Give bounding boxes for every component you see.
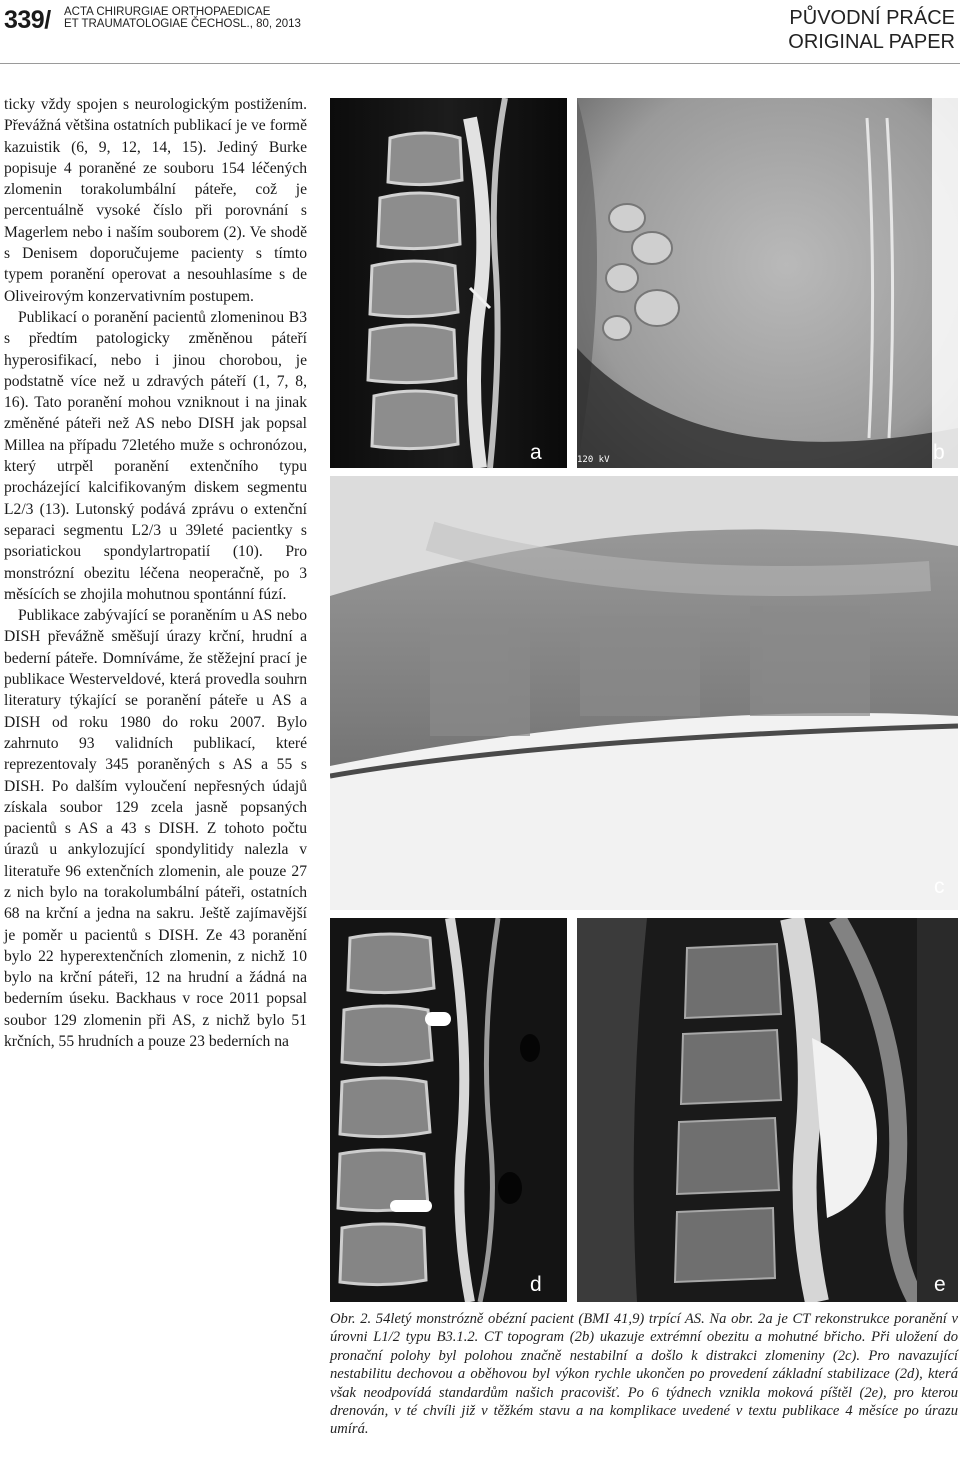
figure-panel-e (577, 918, 958, 1302)
header-rule (0, 63, 960, 64)
figure-panel-a (330, 98, 567, 468)
body-paragraph-2: Publikací o poranění pacientů zlomeninou B3 s předtím patologicky změněnou páteří hyperosifikací, nebo i jinou chorobou, je podstatně více než u zdravých páteří (1, 7, 8, 16). Tato poranění mohou vzniknout i na jinak změněné páteři než AS nebo DISH jak popsal Millea na případu 72letého muže s ochronózou, který utrpěl poranění extenčního typu procházející kalcifikovaným diskem segmentu L2/3 (13). Lutonský podává zprávu o extenční separaci segmentu L2/3 u 39leté pacientky s psoriatickou spondylartropatií (10). Pro monstrózní obezitu léčena neoperačně, po 3 měsících se zhojila mohutnou spontánní fúzí. (4, 308, 307, 603)
panel-label-a: a (530, 441, 542, 464)
body-paragraph-1: ticky vždy spojen s neurologickým postižením. Převážná většina ostatních publikací je ve formě kazuistik (6, 9, 12, 14, 15). Jediný Burke popisuje 4 poraněné ze souboru 154 léčených zlomenin torakolumbální páteře, což je percentuálně vysoké číslo při porovnání s Magerlem nebo i naším souborem (2). Ve shodě s Denisem doporučujeme pacienty s tímto typem poranění operovat a nesouhlasíme s de Oliveirovým konzervativním postupem. (4, 96, 307, 305)
section-line-1: PŮVODNÍ PRÁCE (789, 7, 955, 29)
journal-line-1: ACTA CHIRURGIAE ORTHOPAEDICAE (64, 6, 271, 18)
panel-label-c: c (934, 875, 945, 898)
page-header (0, 0, 960, 62)
ct-spine-image-d (330, 918, 567, 1302)
section-label (788, 6, 955, 54)
fluoroscopy-image-c (330, 476, 958, 910)
topogram-image-b (577, 98, 958, 468)
body-text-column (4, 94, 307, 1052)
figure-panel-b (577, 98, 958, 468)
figure-panel-c (330, 476, 958, 910)
figure-caption: Obr. 2. 54letý monstrózně obézní pacient (BMI 41,9) trpící AS. Na obr. 2a je CT rekonstrukce poranění v úrovni L1/2 typu B3.1.2. CT topogram (2b) ukazuje extrémní obezitu a mohutné břicho. Při uložení do pronační polohy byl polohou značně nestabilní a došlo k distrakci zlomeniny (2c). Pro navazující nestabilitu dechovou a oběhovou byl výkon rychle ukončen po provedení základní stabilizace (2d), která však neodpovídá standardům našich pracovišť. Po 6 týdnech vznikla moková píštěl (2e), pro kterou drenován, v té chvíli již v těžkém stavu a na komplikace uvedené v textu publikace 4 měsíce po úrazu umírá. (330, 1311, 958, 1438)
ct-spine-image-a (330, 98, 567, 468)
figure-panel-d (330, 918, 567, 1302)
journal-line-2: ET TRAUMATOLOGIAE ČECHOSL., 80, 2013 (64, 18, 301, 30)
body-paragraph-3: Publikace zabývající se poraněním u AS nebo DISH převážně směšují úrazy krční, hrudní a bederní páteře. Domníváme, že stěžejní prací je publikace Westerveldové, která provedla souhrn literatury týkající se poranění páteře u AS a DISH od roku 1980 do roku 2007. Bylo zahrnuto 93 validních publikací, které reprezentovaly 345 poraněných s AS a 55 s DISH. Po dalším vyloučení nepřesných údajů získala soubor 129 zcela jasně popsaných pacientů s AS a 43 s DISH. Z tohoto počtu úrazů u ankylozující spondylitidy nalezla v literatuře 96 extenčních zlomenin, ale pouze 27 z nich bylo na torakolumbální páteři, ostatních 68 na krční a jedna na sakru. Ještě zajímavější je poměr u pacientů s DISH. Ze 43 poranění bylo 22 hyperextenčních zlomenin, z nichž 10 bylo na krční páteři, 12 na hrudní a žádná na bederním úseku. Backhaus v roce 2011 popsal soubor 129 zlomenin při AS, z nichž bylo 51 krčních, 55 hrudních a pouze 23 bederních na (4, 607, 307, 1051)
topogram-kv-label: 120 kV (577, 455, 610, 465)
panel-label-e: e (934, 1273, 946, 1296)
panel-label-b: b (933, 441, 945, 464)
journal-name (64, 6, 301, 30)
section-line-2: ORIGINAL PAPER (788, 31, 955, 53)
page-number: 339/ (4, 6, 51, 34)
mri-image-e (577, 918, 958, 1302)
panel-label-d: d (530, 1273, 542, 1296)
